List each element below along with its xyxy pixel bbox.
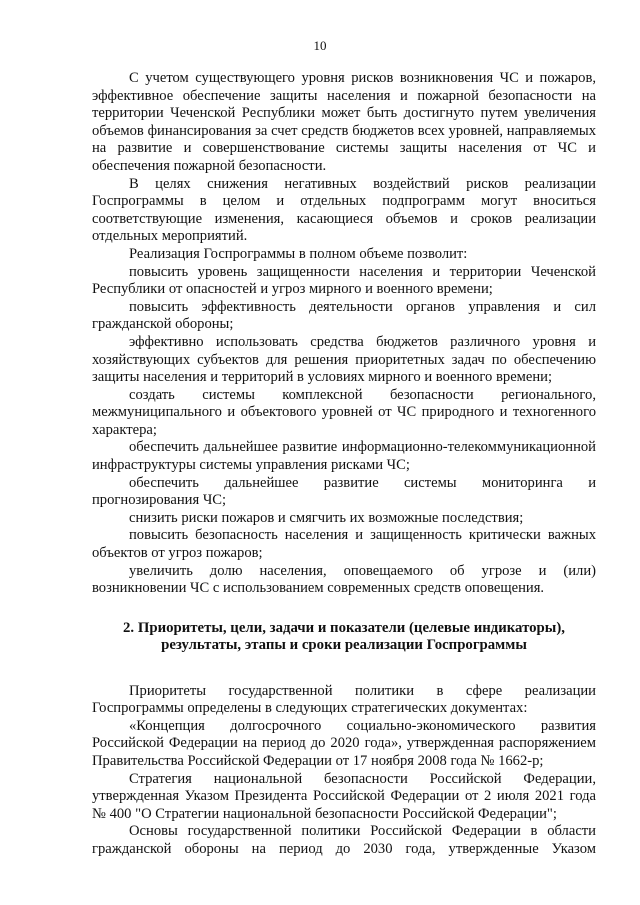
page-number: 10 (313, 38, 327, 53)
section-heading: 2. Приоритеты, цели, задачи и показатели (целевые индикаторы), результаты, этапы и сроки реализации Госпрограммы (123, 619, 565, 654)
list-item: создать системы комплексной безопасности регионального, межмуниципального и объектового уровней от ЧС природного и техногенного характера; (92, 386, 596, 438)
list-item: повысить эффективность деятельности органов управления и сил гражданской обороны; (92, 298, 596, 333)
list-item: повысить уровень защищенности населения и территории Чеченской Республики от опасностей и угроз мирного и военного времени; (92, 263, 596, 298)
paragraph: Основы государственной политики Российской Федерации в области гражданской обороны на период до 2030 года, утвержденные Указом (92, 823, 596, 857)
paragraph: Приоритеты государственной политики в сфере реализации Госпрограммы определены в следующих стратегических документах: (92, 682, 596, 717)
paragraph: С учетом существующего уровня рисков возникновения ЧС и пожаров, эффективное обеспечение защиты населения и пожарной безопасности на территории Чеченской Республики может быть достигнуто путем увеличения объемов финансирования за счет средств бюджетов всех уровней, направляемых на развитие и совершенствование системы защиты населения от ЧС и обеспечения пожарной безопасности. (92, 70, 596, 174)
list-item: повысить безопасность населения и защищенность критически важных объектов от угроз пожаров; (92, 527, 596, 562)
document-body (92, 70, 596, 859)
paragraph: Реализация Госпрограммы в полном объеме позволит: (129, 245, 468, 262)
paragraph: «Концепция долгосрочного социально-экономического развития Российской Федерации на период до 2020 года», утвержденная распоряжением Правительства Российской Федерации от 17 ноября 2008 года № 1662-р; (92, 717, 596, 769)
paragraph: Стратегия национальной безопасности Российской Федерации, утвержденная Указом Президента Российской Федерации от 2 июля 2021 года № 400 "О Стратегии национальной безопасности Российской Федерации"; (92, 770, 596, 822)
list-item: обеспечить дальнейшее развитие информационно-телекоммуникационной инфраструктуры системы управления рисками ЧС; (92, 439, 596, 474)
list-item: эффективно использовать средства бюджетов различного уровня и хозяйствующих субъектов для решения приоритетных задач по обеспечению защиты населения и территорий в условиях мирного и военного времени; (92, 333, 596, 386)
paragraph: В целях снижения негативных воздействий рисков реализации Госпрограммы в целом и отдельных подпрограмм могут вноситься соответствующие изменения, касающиеся объемов и сроков реализации отдельных мероприятий. (92, 175, 596, 245)
list-item: снизить риски пожаров и смягчить их возможные последствия; (129, 509, 524, 526)
list-item: обеспечить дальнейшее развитие системы мониторинга и прогнозирования ЧС; (92, 474, 596, 509)
list-item: увеличить долю населения, оповещаемого об угрозе и (или) возникновении ЧС с использованием современных средств оповещения. (92, 562, 596, 597)
